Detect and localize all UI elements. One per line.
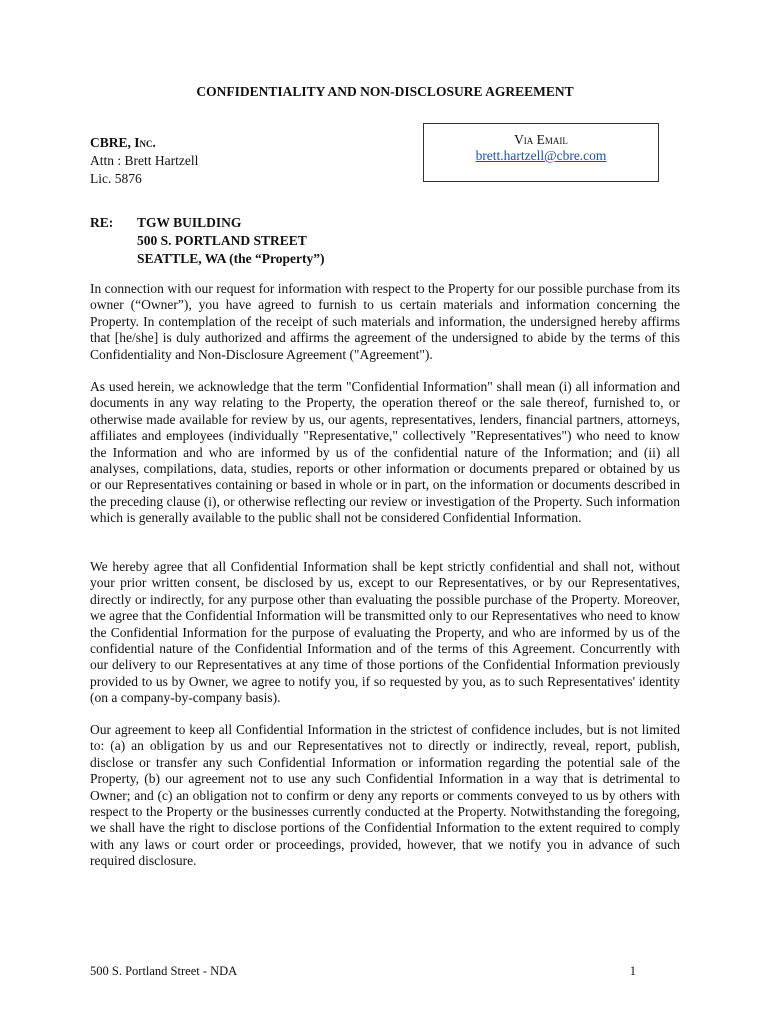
delivery-box [423,123,659,182]
paragraph-nondisclosure: We hereby agree that all Confidential Information shall be kept strictly confidential and shall not, without your prior written consent, be disclosed by us, except to our Representatives, or by our Representatives, directly or indirectly, for any purpose other than evaluating the possible purchase of the Property. Moreover, we agree that the Confidential Information will be transmitted only to our Representatives who need to know the Confidential Information for the purpose of evaluating the Property, and who are informed by us of the confidential nature of the Confidential Information and of the terms of this Agreement. Concurrently with our delivery to our Representatives at any time of those portions of the Confidential Information previously provided to us by Owner, we agree to notify you, if so requested by you, as to such Representatives' identity (on a company-by-company basis). [90,559,680,706]
email-link[interactable]: brett.hartzell@cbre.com [475,148,607,163]
document-title: CONFIDENTIALITY AND NON-DISCLOSURE AGREEMENT [196,84,574,99]
re-line-building: TGW BUILDING [137,215,242,230]
re-lines [137,214,325,268]
paragraph-definition: As used herein, we acknowledge that the term "Confidential Information" shall mean (i) all information and documents in any way relating to the Property, the operation thereof or the sale thereof, furnished to, or otherwise made available for review by us, our agents, representatives, lenders, financial partners, attorneys, affiliates and employees (individually "Representative," collectively "Representatives") who need to know the Information and who are informed by us of the confidential nature of the Information; and (ii) all analyses, compilations, data, studies, reports or other information or documents prepared or obtained by us or our Representatives containing or based in whole or in part, on the information or documents described in the preceding clause (i), or otherwise reflecting our review or investigation of the Property. Such information which is generally available to the public shall not be considered Confidential Information. [90,379,680,526]
addressee-attn: Attn : Brett Hartzell [90,153,199,168]
paragraph-obligations: Our agreement to keep all Confidential Information in the strictest of confidence includes, but is not limited to: (a) an obligation by us and our Representatives not to directly or indirectly, reveal, report, publish, disclose or transfer any such Confidential Information or information regarding the potential sale of the Property, (b) our agreement not to use any such Confidential Information in a way that is detrimental to Owner; and (c) an obligation not to confirm or deny any reports or comments conveyed to us by others with respect to the Property or the businesses currently conducted at the Property. Notwithstanding the foregoing, we shall have the right to disclose portions of the Confidential Information to the extent required to comply with any laws or court order or proceedings, provided, however, that we notify you in advance of such required disclosure. [90,722,680,869]
addressee-block [90,134,198,188]
footer-document-label: 500 S. Portland Street - NDA [90,964,238,978]
addressee-company: CBRE, Inc. [90,135,156,150]
delivery-method: Via Email [514,132,568,147]
paragraph-intro: In connection with our request for information with respect to the Property for our possible purchase from its owner (“Owner”), you have agreed to furnish to us certain materials and information concerning the Property. In contemplation of the receipt of such materials and information, the undersigned hereby affirms that [he/she] is duly authorized and affirms the agreement of the undersigned to abide by the terms of this Confidentiality and Non-Disclosure Agreement ("Agreement"). [90,281,680,362]
re-label: RE: [90,215,114,230]
addressee-license: Lic. 5876 [90,171,142,186]
re-line-city: SEATTLE, WA (the “Property”) [137,251,325,266]
re-line-street: 500 S. PORTLAND STREET [137,233,307,248]
footer-page-number: 1 [629,964,636,978]
